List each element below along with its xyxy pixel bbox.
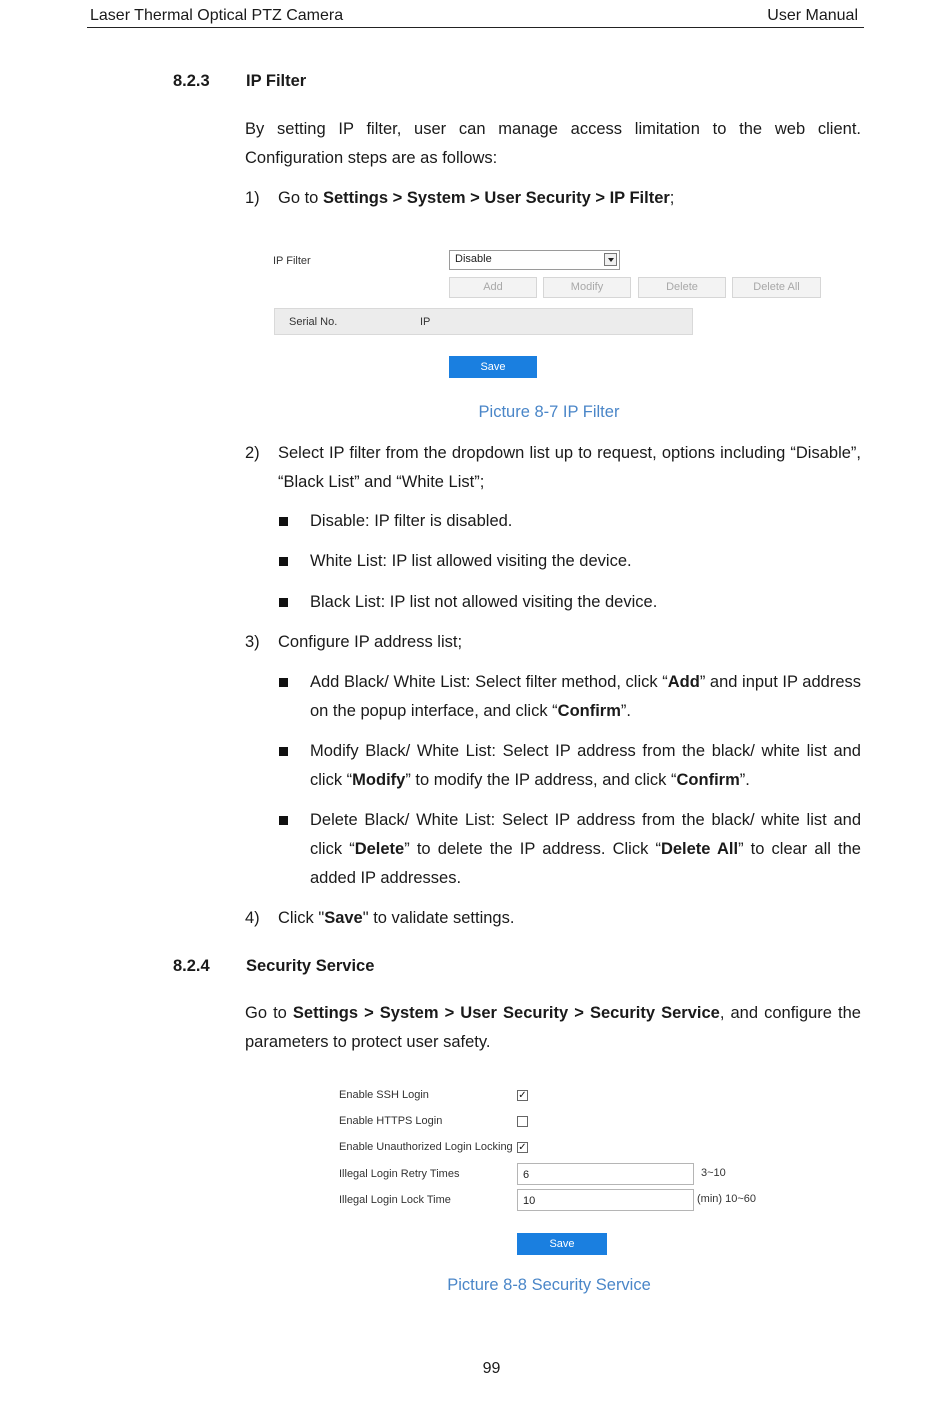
- step-number: 3): [245, 633, 260, 651]
- step-text: Click "Save" to validate settings.: [278, 909, 515, 927]
- figure-caption: Picture 8-8 Security Service: [447, 1276, 651, 1294]
- step-number: 2): [245, 444, 260, 462]
- bullet-text: Disable: IP filter is disabled.: [310, 512, 513, 530]
- page-number: 99: [482, 1360, 501, 1377]
- figure-caption: Picture 8-7 IP Filter: [478, 403, 620, 421]
- section-number: 8.2.4: [173, 957, 210, 975]
- step-text: Configure IP address list;: [278, 633, 463, 651]
- col-ip: IP: [420, 316, 431, 328]
- square-bullet-icon: [279, 678, 288, 687]
- login-locking-label: Enable Unauthorized Login Locking: [339, 1141, 513, 1153]
- bullet-text: Modify Black/ White List: Select IP address from the black/ white list and click “Modify” to modify the IP address, and click “Confirm”.: [310, 742, 861, 789]
- lock-time-label: Illegal Login Lock Time: [339, 1194, 451, 1206]
- bullet-text: Delete Black/ White List: Select IP address from the black/ white list and click “Delete” to delete the IP address. Click “Delete All” to clear all the added IP addresses.: [310, 811, 861, 887]
- square-bullet-icon: [279, 816, 288, 825]
- square-bullet-icon: [279, 557, 288, 566]
- header-manual: User Manual: [767, 7, 858, 24]
- step-text: Select IP filter from the dropdown list up to request, options including “Disable”, “Black List” and “White List”;: [278, 444, 861, 491]
- security-save-button[interactable]: Save: [517, 1233, 607, 1255]
- section-title: Security Service: [246, 957, 375, 975]
- step-number: 1): [245, 189, 260, 207]
- security-intro-paragraph: Go to Settings > System > User Security > Security Service, and configure the parameters to protect user safety.: [245, 1004, 861, 1051]
- https-login-label: Enable HTTPS Login: [339, 1115, 443, 1127]
- save-button[interactable]: Save: [449, 356, 537, 378]
- header-title: Laser Thermal Optical PTZ Camera: [90, 7, 344, 24]
- step-text: Go to Settings > System > User Security > IP Filter;: [278, 189, 675, 207]
- ip-filter-label: IP Filter: [273, 255, 311, 267]
- select-value: Disable: [455, 253, 492, 265]
- login-locking-checkbox[interactable]: ✓: [518, 1142, 527, 1153]
- retry-times-input[interactable]: 6: [517, 1163, 694, 1185]
- intro-paragraph: By setting IP filter, user can manage access limitation to the web client. Configuration steps are as follows:: [245, 120, 861, 167]
- retry-times-label: Illegal Login Retry Times: [339, 1168, 460, 1180]
- ssh-login-label: Enable SSH Login: [339, 1089, 429, 1101]
- modify-button[interactable]: Modify: [543, 277, 631, 298]
- delete-all-button[interactable]: Delete All: [732, 277, 821, 298]
- page-header: [87, 6, 864, 28]
- section-title: IP Filter: [246, 72, 307, 90]
- chevron-down-icon[interactable]: [604, 253, 617, 266]
- delete-button[interactable]: Delete: [638, 277, 726, 298]
- square-bullet-icon: [279, 598, 288, 607]
- retry-times-range: 3~10: [701, 1167, 726, 1179]
- bullet-text: Add Black/ White List: Select filter method, click “Add” and input IP address on the popup interface, and click “Confirm”.: [310, 673, 861, 720]
- step-number: 4): [245, 909, 260, 927]
- https-login-checkbox[interactable]: [517, 1116, 528, 1127]
- col-serial-no: Serial No.: [289, 316, 338, 328]
- square-bullet-icon: [279, 747, 288, 756]
- bullet-text: Black List: IP list not allowed visiting the device.: [310, 593, 658, 611]
- ip-table-header: [274, 308, 693, 335]
- section-number: 8.2.3: [173, 72, 210, 90]
- ip-filter-select[interactable]: [449, 250, 620, 270]
- lock-time-range: (min) 10~60: [697, 1193, 757, 1205]
- ssh-login-checkbox[interactable]: ✓: [518, 1090, 527, 1101]
- square-bullet-icon: [279, 517, 288, 526]
- bullet-text: White List: IP list allowed visiting the device.: [310, 552, 632, 570]
- lock-time-input[interactable]: 10: [517, 1189, 694, 1211]
- add-button[interactable]: Add: [449, 277, 537, 298]
